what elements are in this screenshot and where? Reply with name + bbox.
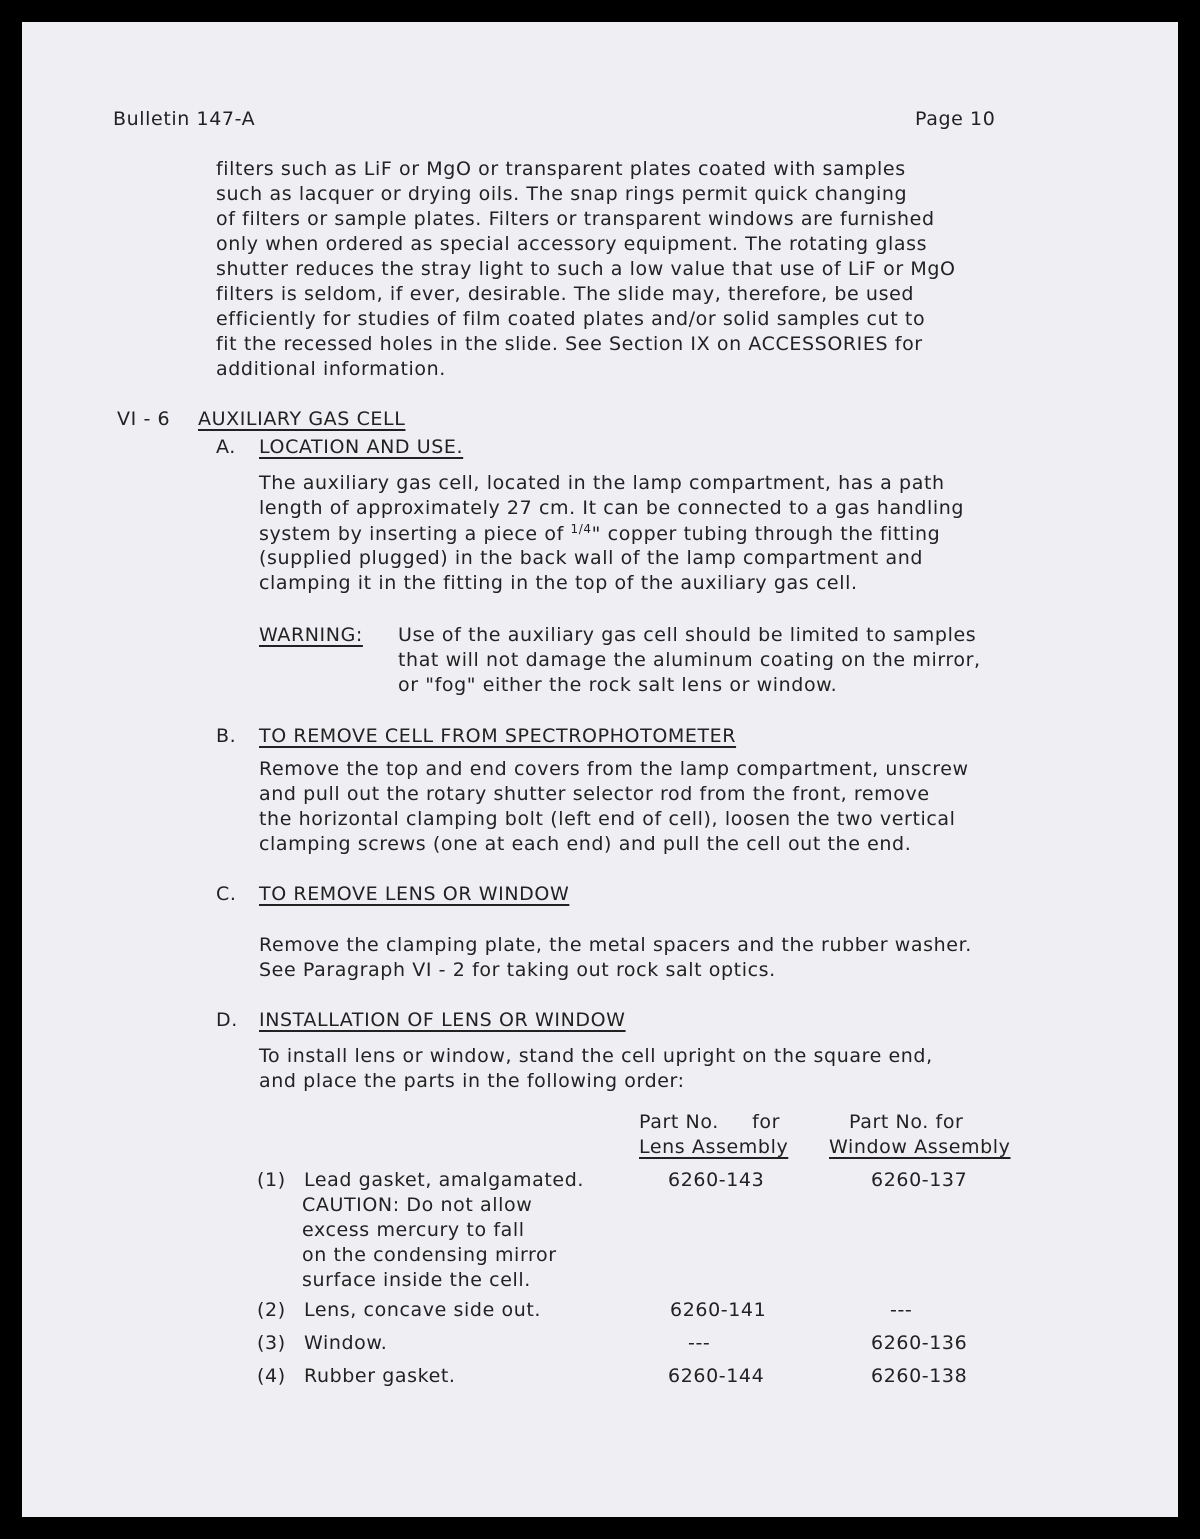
text-span: " copper tubing through the fitting — [591, 523, 941, 545]
row-description: Window. — [304, 1332, 388, 1354]
paragraph-line: and pull out the rotary shutter selector rod from the front, remove — [259, 783, 930, 805]
window-part-number: --- — [890, 1299, 913, 1321]
row-description: Rubber gasket. — [304, 1365, 456, 1387]
caution-line: surface inside the cell. — [302, 1269, 531, 1291]
paragraph-line: To install lens or window, stand the cell upright on the square end, — [259, 1045, 933, 1067]
row-description: Lens, concave side out. — [304, 1299, 542, 1321]
row-number: (2) — [257, 1299, 286, 1321]
paragraph-line: clamping screws (one at each end) and pull the cell out the end. — [259, 833, 912, 855]
window-part-number: 6260-137 — [871, 1169, 968, 1191]
warning-line: or "fog" either the rock salt lens or window. — [398, 674, 838, 696]
lens-part-number: --- — [688, 1332, 711, 1354]
bulletin-number: Bulletin 147-A — [113, 108, 256, 130]
intro-line: such as lacquer or drying oils. The snap rings permit quick changing — [216, 183, 908, 205]
caution-line: excess mercury to fall — [302, 1219, 525, 1241]
lens-part-number: 6260-141 — [670, 1299, 767, 1321]
column-header-lens-top: Part No. for — [639, 1111, 781, 1133]
row-description: Lead gasket, amalgamated. — [304, 1169, 584, 1191]
warning-line: that will not damage the aluminum coating on the mirror, — [398, 649, 981, 671]
column-header-window: Window Assembly — [829, 1136, 1011, 1158]
caution-line: on the condensing mirror — [302, 1244, 557, 1266]
paragraph-line: (supplied plugged) in the back wall of the lamp compartment and — [259, 547, 924, 569]
intro-line: filters is seldom, if ever, desirable. The slide may, therefore, be used — [216, 283, 915, 305]
fraction: 1/4 — [570, 522, 592, 536]
text-span: system by inserting a piece of — [259, 523, 564, 545]
row-number: (4) — [257, 1365, 286, 1387]
paragraph-line: Remove the clamping plate, the metal spacers and the rubber washer. — [259, 934, 972, 956]
paragraph-line: the horizontal clamping bolt (left end of cell), loosen the two vertical — [259, 808, 956, 830]
caution-line: CAUTION: Do not allow — [302, 1194, 533, 1216]
intro-line: of filters or sample plates. Filters or transparent windows are furnished — [216, 208, 935, 230]
window-part-number: 6260-136 — [871, 1332, 968, 1354]
intro-line: additional information. — [216, 358, 446, 380]
document-page — [22, 22, 1178, 1517]
subsection-letter: A. — [216, 436, 236, 458]
subsection-letter: C. — [216, 883, 237, 905]
warning-line: Use of the auxiliary gas cell should be limited to samples — [398, 624, 977, 646]
paragraph-line: See Paragraph VI - 2 for taking out rock salt optics. — [259, 959, 776, 981]
intro-line: shutter reduces the stray light to such a low value that use of LiF or MgO — [216, 258, 956, 280]
column-header-window-top: Part No. for — [849, 1111, 964, 1133]
paragraph-line: The auxiliary gas cell, located in the lamp compartment, has a path — [259, 472, 945, 494]
subsection-heading: LOCATION AND USE. — [259, 436, 464, 458]
warning-label: WARNING: — [259, 624, 363, 646]
subsection-letter: D. — [216, 1009, 238, 1031]
fraction-denominator: 4 — [583, 522, 592, 536]
subsection-heading: TO REMOVE LENS OR WINDOW — [259, 883, 570, 905]
row-number: (1) — [257, 1169, 286, 1191]
lens-part-number: 6260-143 — [668, 1169, 765, 1191]
section-title: AUXILIARY GAS CELL — [198, 408, 406, 430]
subsection-heading: TO REMOVE CELL FROM SPECTROPHOTOMETER — [259, 725, 737, 747]
subsection-heading: INSTALLATION OF LENS OR WINDOW — [259, 1009, 626, 1031]
page-number: Page 10 — [915, 108, 996, 130]
intro-line: filters such as LiF or MgO or transparent plates coated with samples — [216, 158, 906, 180]
section-number: VI - 6 — [117, 408, 171, 430]
lens-part-number: 6260-144 — [668, 1365, 765, 1387]
intro-line: efficiently for studies of film coated plates and/or solid samples cut to — [216, 308, 926, 330]
paragraph-line — [259, 522, 940, 545]
row-number: (3) — [257, 1332, 286, 1354]
paragraph-line: clamping it in the fitting in the top of the auxiliary gas cell. — [259, 572, 858, 594]
intro-line: fit the recessed holes in the slide. See Section IX on ACCESSORIES for — [216, 333, 923, 355]
intro-line: only when ordered as special accessory equipment. The rotating glass — [216, 233, 928, 255]
subsection-letter: B. — [216, 725, 237, 747]
paragraph-line: Remove the top and end covers from the lamp compartment, unscrew — [259, 758, 969, 780]
column-header-lens: Lens Assembly — [639, 1136, 789, 1158]
fraction-numerator: 1 — [570, 522, 579, 536]
window-part-number: 6260-138 — [871, 1365, 968, 1387]
paragraph-line: length of approximately 27 cm. It can be connected to a gas handling — [259, 497, 965, 519]
paragraph-line: and place the parts in the following order: — [259, 1070, 685, 1092]
